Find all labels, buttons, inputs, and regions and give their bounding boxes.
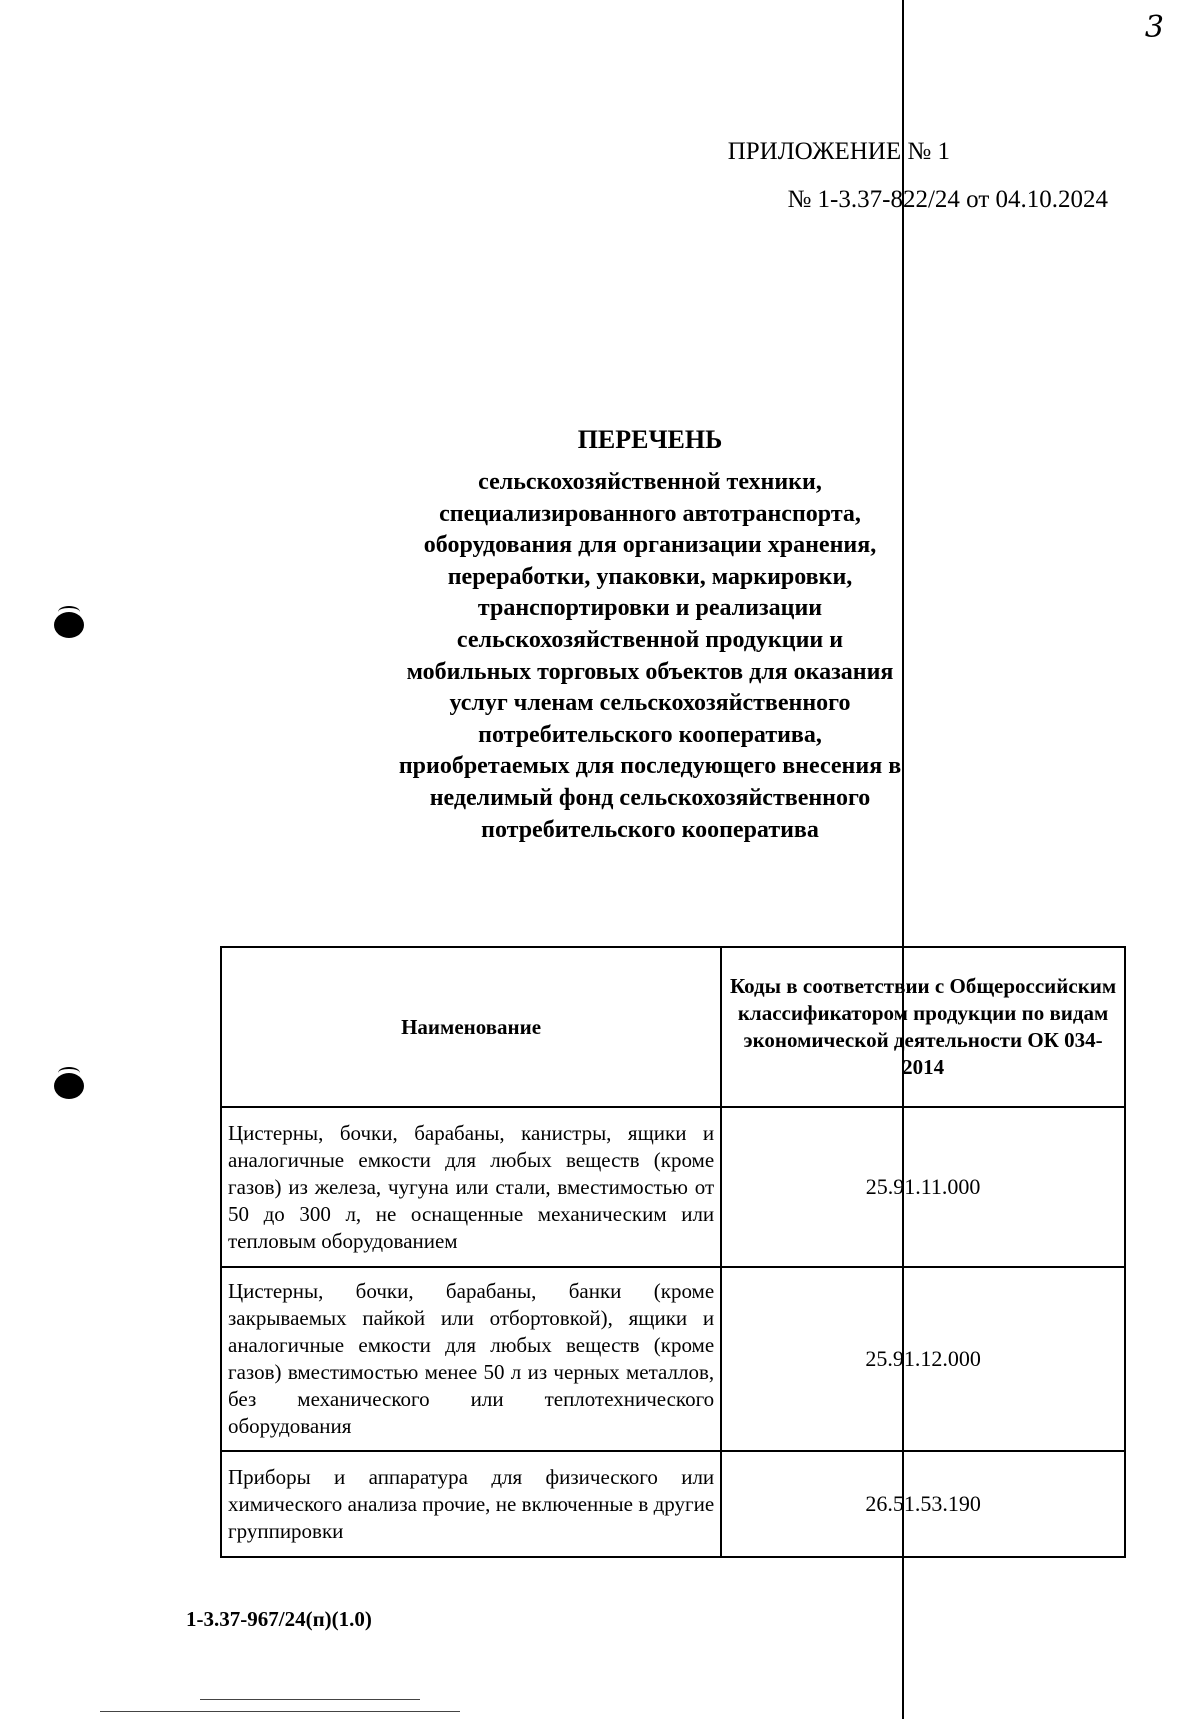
item-code: 26.51.53.190 — [721, 1451, 1125, 1557]
scan-artifact-line — [100, 1711, 460, 1712]
table-row — [221, 1267, 1125, 1451]
subtitle-line: транспортировки и реализации — [477, 595, 823, 622]
document-footer-code: 1-3.37-967/24(п)(1.0) — [186, 1607, 372, 1631]
document-title: ПЕРЕЧЕНЬ — [577, 425, 723, 454]
document-subtitle — [300, 467, 1000, 846]
subtitle-line: сельскохозяйственной техники, — [478, 469, 822, 495]
subtitle-line: оборудования для организации хранения, — [423, 532, 877, 559]
subtitle-line: переработки, упаковки, маркировки, — [447, 563, 853, 590]
header-name: Наименование — [221, 947, 721, 1107]
subtitle-line: приобретаемых для последующего внесения в — [398, 753, 902, 780]
table-row — [221, 1451, 1125, 1557]
punch-hole-mark — [54, 606, 84, 640]
item-code: 25.91.11.000 — [721, 1107, 1125, 1267]
item-code: 25.91.12.000 — [721, 1267, 1125, 1451]
appendix-reference: № 1-3.37-822/24 от 04.10.2024 — [787, 186, 1108, 213]
appendix-label: ПРИЛОЖЕНИЕ № 1 — [727, 138, 950, 165]
punch-hole-mark — [54, 1067, 84, 1101]
item-name: Приборы и аппаратура для физического или химического анализа прочие, не включенные в другие группировки — [221, 1451, 721, 1557]
equipment-table — [220, 946, 1126, 1558]
header-code: Коды в соответствии с Общероссийским классификатором продукции по видам экономической деятельности ОК 034-2014 — [721, 947, 1125, 1107]
subtitle-line: неделимый фонд сельскохозяйственного — [429, 784, 871, 811]
subtitle-line: мобильных торговых объектов для оказания — [406, 658, 894, 685]
item-name: Цистерны, бочки, барабаны, банки (кроме закрываемых пайкой или отбортовкой), ящики и аналогичные емкости для любых веществ (кроме газов) вместимостью менее 50 л из черных металлов, без механического или теплотехнического оборудования — [221, 1267, 721, 1451]
subtitle-line: потребительского кооператива — [481, 816, 819, 843]
subtitle-line: потребительского кооператива, — [478, 721, 822, 748]
document-heading — [300, 425, 1000, 846]
table-row — [221, 1107, 1125, 1267]
subtitle-line: услуг членам сельскохозяйственного — [449, 690, 851, 717]
subtitle-line: специализированного автотранспорта, — [439, 500, 861, 527]
scan-artifact-line — [200, 1699, 420, 1700]
subtitle-line: сельскохозяйственной продукции и — [456, 626, 844, 653]
item-name: Цистерны, бочки, барабаны, канистры, ящики и аналогичные емкости для любых веществ (кроме газов) из железа, чугуна или стали, вместимостью от 50 до 300 л, не оснащенные механическим или тепловым оборудованием — [221, 1107, 721, 1267]
page-number: 3 — [1144, 10, 1164, 45]
table-header-row — [221, 947, 1125, 1107]
